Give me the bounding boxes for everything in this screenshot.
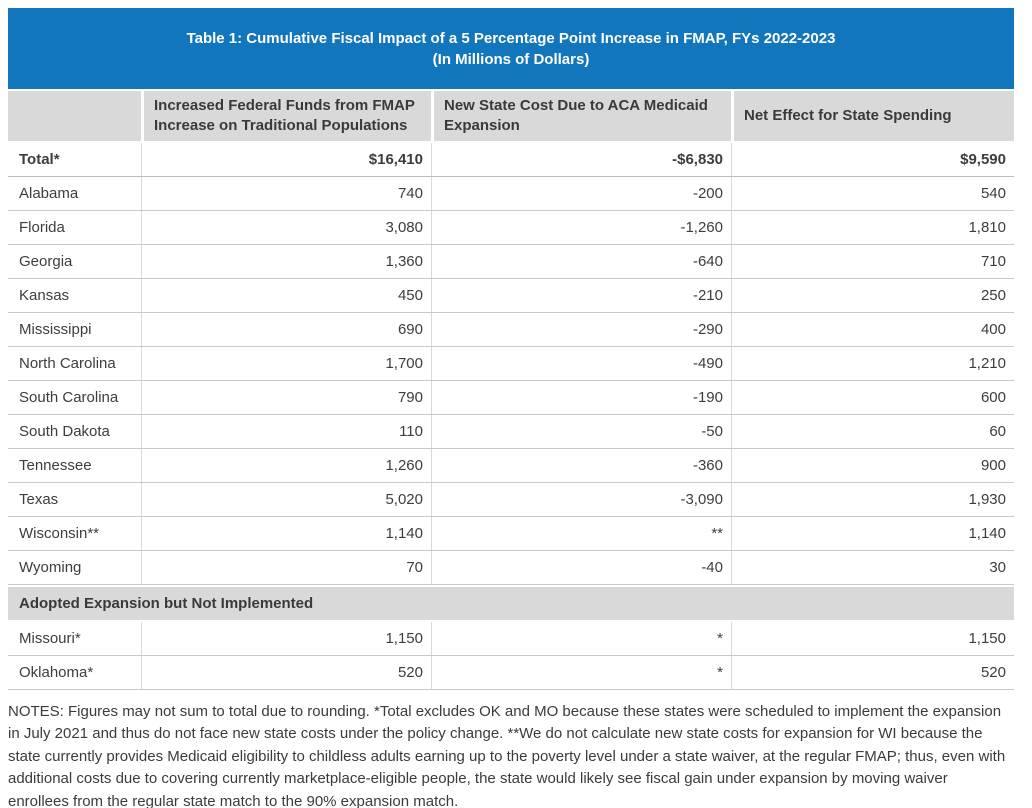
row-value: 1,140 (731, 517, 1014, 550)
row-label: Oklahoma* (19, 664, 94, 681)
row-label: South Carolina (19, 389, 119, 406)
row-label: Texas (19, 491, 59, 508)
table-notes: NOTES: Figures may not sum to total due to rounding. *Total excludes OK and MO because these states were scheduled to implement the expansion in July 2021 and thus do not face new state costs under the policy change. **We do not calculate new state costs for expansion for WI because the state currently provides Medicaid eligibility to childless adults earning up to the poverty level under a state waiver, at the regular FMAP; thus, even with additional costs due to covering currently marketplace-eligible people, the state would likely see fiscal gain under expansion by moving waiver enrollees from the regular state match to the 90% expansion match. (8, 703, 1006, 808)
row-value: 900 (731, 449, 1014, 482)
row-value: -290 (431, 313, 731, 346)
column-header-state-cost: New State Cost Due to ACA Medicaid Expansion (431, 91, 731, 141)
row-label: Kansas (19, 287, 70, 304)
row-value: 1,260 (141, 449, 431, 482)
row-value: 5,020 (141, 483, 431, 516)
row-label: Florida (19, 219, 65, 236)
table-row (8, 381, 1014, 415)
row-label: Total* (19, 151, 60, 168)
table-row (8, 177, 1014, 211)
row-value: 1,140 (141, 517, 431, 550)
row-value: 1,150 (141, 622, 431, 655)
table-title-line2: (In Millions of Dollars) (432, 51, 590, 68)
row-value: 250 (731, 279, 1014, 312)
table-title-line1: Table 1: Cumulative Fiscal Impact of a 5 Percentage Point Increase in FMAP, FYs 2022-2023 (186, 30, 836, 47)
row-value: -50 (431, 415, 731, 448)
table-row (8, 313, 1014, 347)
row-label: Mississippi (19, 321, 92, 338)
row-value: 400 (731, 313, 1014, 346)
row-value: 1,210 (731, 347, 1014, 380)
row-value: 520 (141, 656, 431, 689)
table-row (8, 245, 1014, 279)
row-label: Wyoming (19, 559, 82, 576)
row-value: * (431, 622, 731, 655)
table-row (8, 517, 1014, 551)
row-value: 1,700 (141, 347, 431, 380)
row-value: 690 (141, 313, 431, 346)
row-value: 60 (731, 415, 1014, 448)
table-row (8, 551, 1014, 585)
row-value: -190 (431, 381, 731, 414)
row-value: -$6,830 (431, 143, 731, 176)
row-value: 3,080 (141, 211, 431, 244)
row-value: $9,590 (731, 143, 1014, 176)
row-value: 710 (731, 245, 1014, 278)
row-value: -360 (431, 449, 731, 482)
section-header-row: Adopted Expansion but Not Implemented (8, 585, 1014, 622)
table-row (8, 347, 1014, 381)
table-row (8, 279, 1014, 313)
table-row (8, 483, 1014, 517)
row-label: South Dakota (19, 423, 110, 440)
row-value: 740 (141, 177, 431, 210)
row-value: 1,150 (731, 622, 1014, 655)
row-value: * (431, 656, 731, 689)
row-value: 540 (731, 177, 1014, 210)
column-header-row (8, 91, 1014, 141)
table-row (8, 143, 1014, 177)
table-row (8, 656, 1014, 690)
row-value: 600 (731, 381, 1014, 414)
row-value: $16,410 (141, 143, 431, 176)
row-value: -640 (431, 245, 731, 278)
row-label: Tennessee (19, 457, 92, 474)
row-value: 70 (141, 551, 431, 584)
row-value: 1,360 (141, 245, 431, 278)
row-label: Missouri* (19, 630, 81, 647)
table-row (8, 415, 1014, 449)
table-row (8, 622, 1014, 656)
row-label: Alabama (19, 185, 79, 202)
row-value: -3,090 (431, 483, 731, 516)
row-value: ** (431, 517, 731, 550)
table-row (8, 211, 1014, 245)
row-value: -490 (431, 347, 731, 380)
row-label: Georgia (19, 253, 73, 270)
row-value: 450 (141, 279, 431, 312)
column-header-net-effect: Net Effect for State Spending (731, 91, 1014, 141)
column-header-federal-funds: Increased Federal Funds from FMAP Increase on Traditional Populations (141, 91, 431, 141)
row-label: Wisconsin** (19, 525, 100, 542)
row-value: 30 (731, 551, 1014, 584)
row-value: -40 (431, 551, 731, 584)
table-title-banner (8, 8, 1014, 89)
row-value: -1,260 (431, 211, 731, 244)
row-value: 1,810 (731, 211, 1014, 244)
row-value: 520 (731, 656, 1014, 689)
row-value: -200 (431, 177, 731, 210)
row-value: 1,930 (731, 483, 1014, 516)
row-value: 790 (141, 381, 431, 414)
row-value: -210 (431, 279, 731, 312)
column-header-empty (8, 91, 141, 141)
table-row (8, 449, 1014, 483)
table-body (8, 143, 1014, 690)
row-label: North Carolina (19, 355, 116, 372)
row-value: 110 (141, 415, 431, 448)
